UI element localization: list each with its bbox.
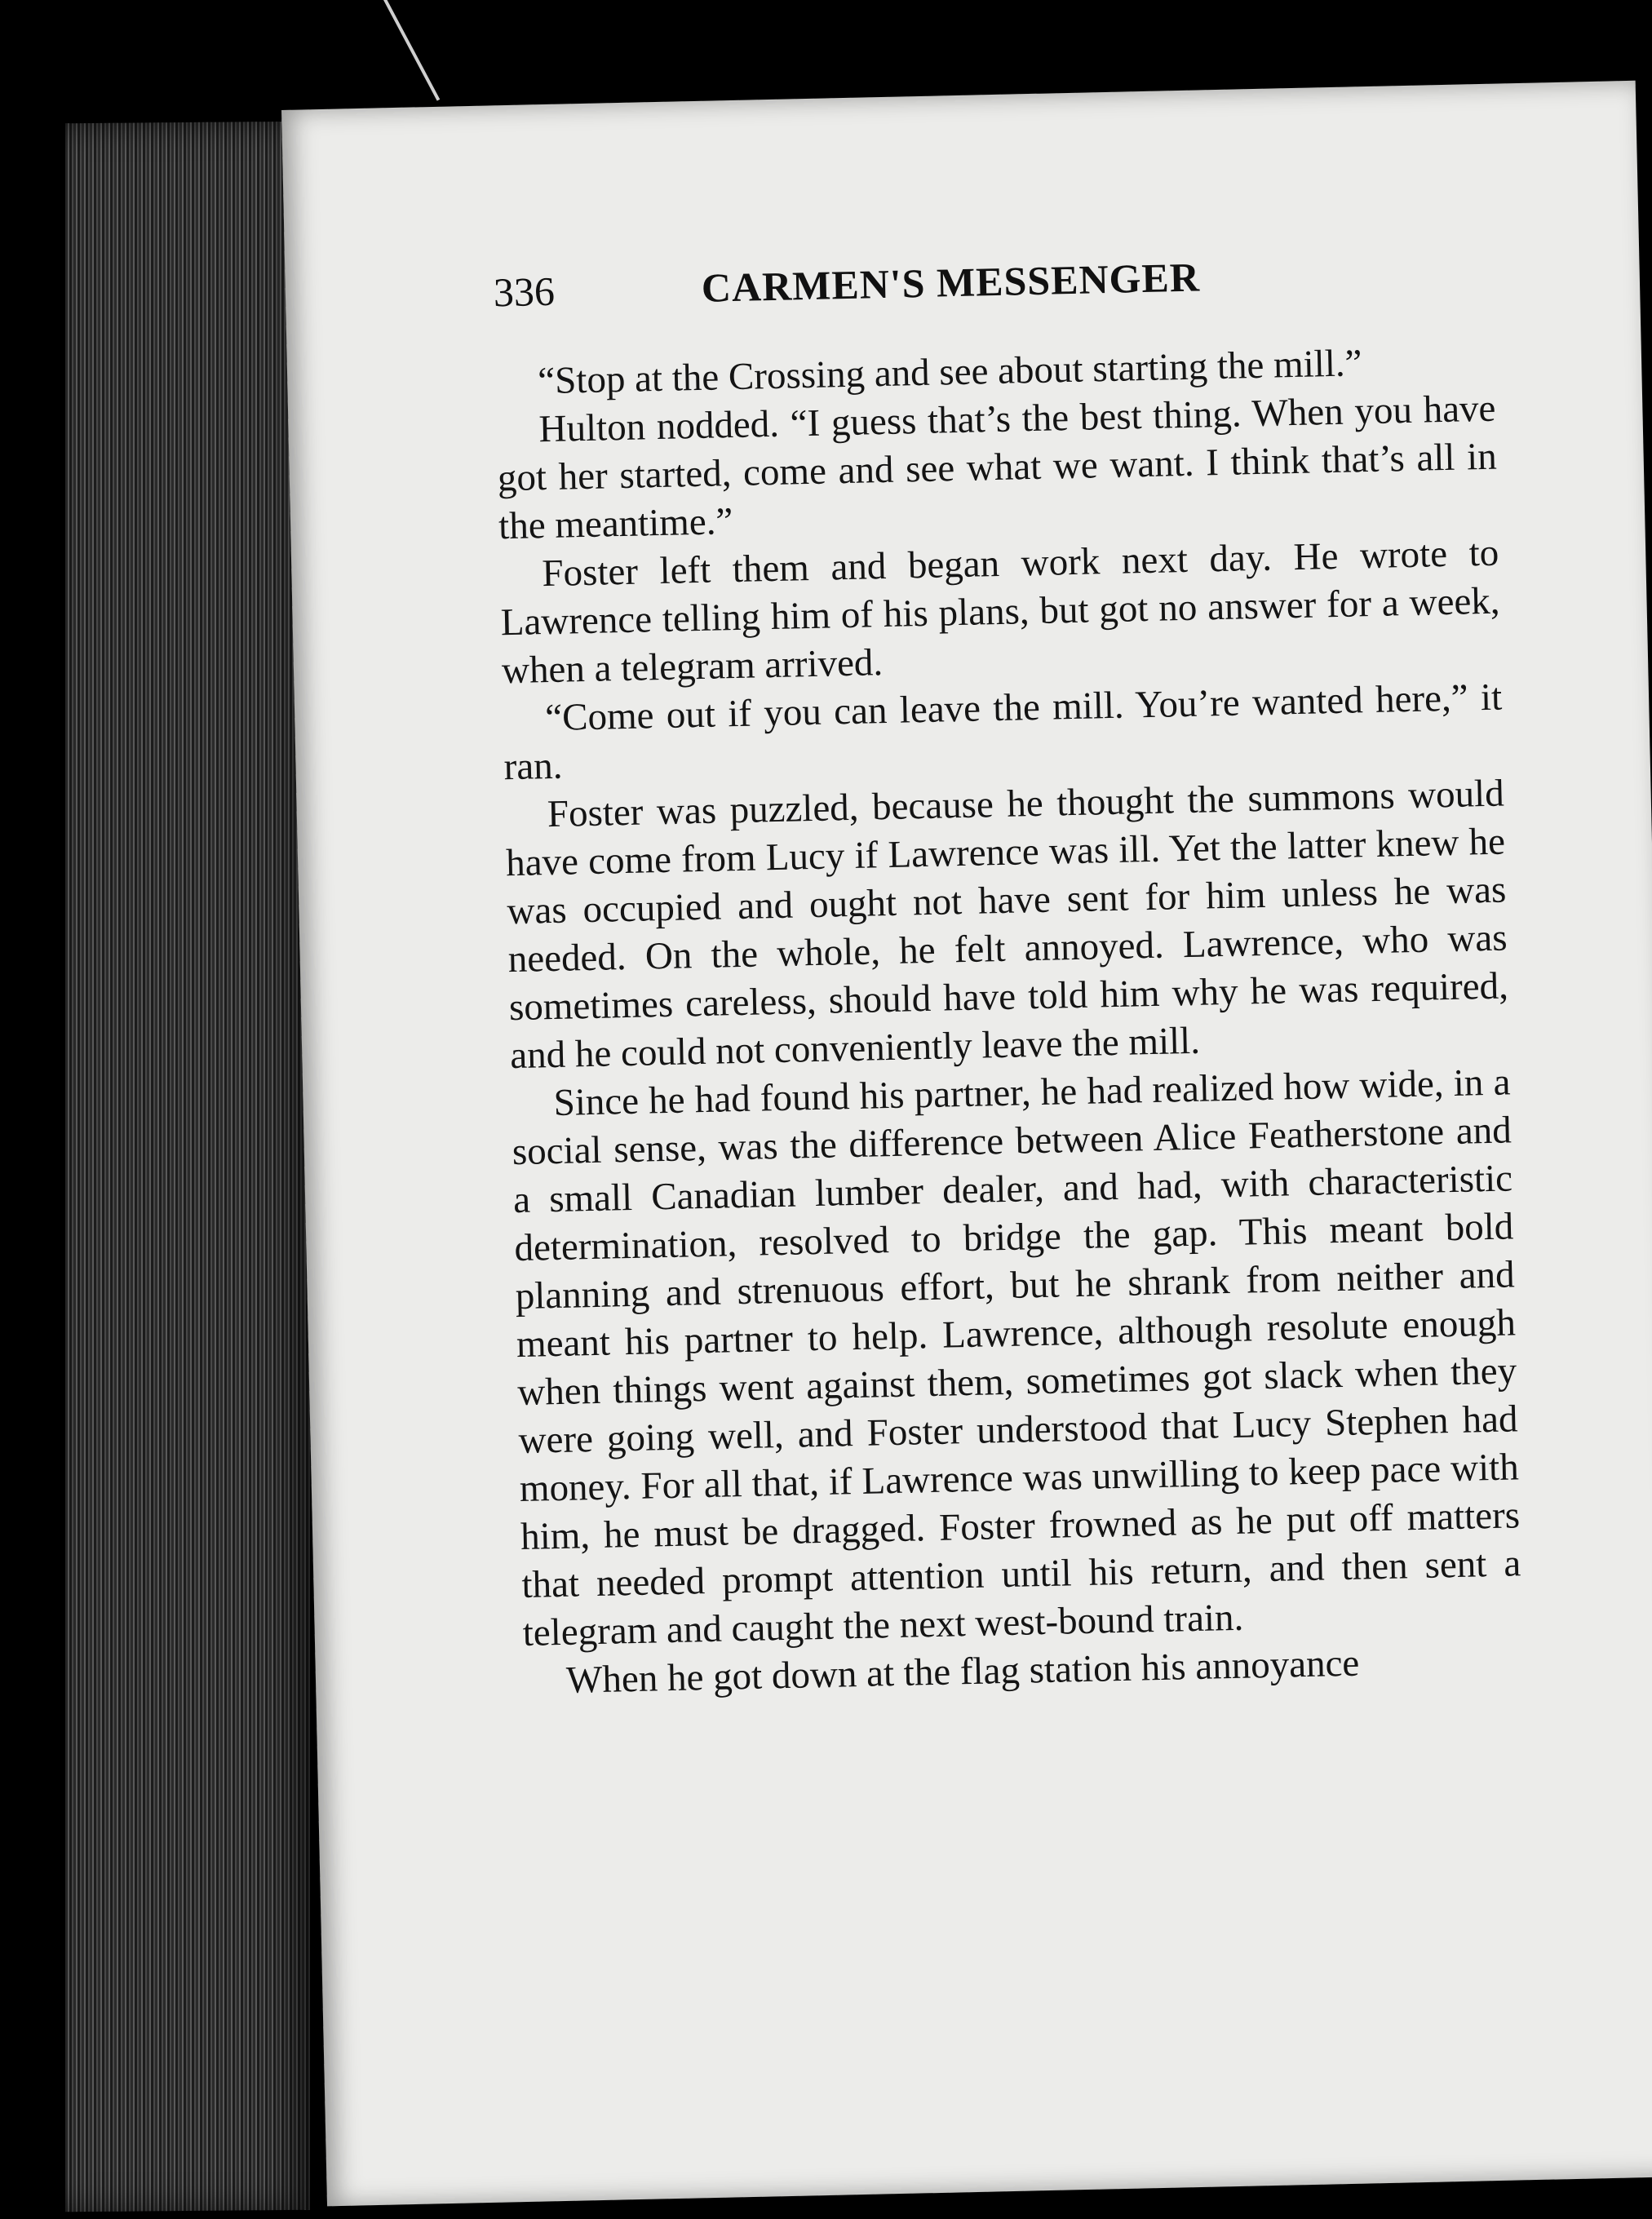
paragraph: “Come out if you can leave the mill. You’re wanted here,” it ran. [503,675,1503,789]
scanner-artifact [383,0,440,101]
page-number: 336 [493,268,556,316]
paragraph: Since he had found his partner, he had realized how wide, in a social sense, was the difference between Alice Featherstone and a small Canadian lumber dealer, and had, with characteristic determination, resolved to bridge the gap. This meant bold planning and strenuous effort, but he shrank from neither and meant his partner to help. Lawrence, although resolute enough when things went against them, sometimes got slack when they were going well, and Foster understood that Lucy Stephen had money. For all that, if Lawrence was unwilling to keep pace with him, he must be dragged. Foster frowned as he put off matters that needed prompt attention until his return, and then sent a telegram and caught the next west-bound train. [512,1061,1521,1654]
paragraph: “Stop at the Crossing and see about starting the mill.” [537,342,1362,403]
book-page-edges [65,122,310,2212]
paragraph: Foster was puzzled, because he thought the summons would have come from Lucy if Lawrence was ill. Yet the latter knew he was occupied and ought not have sent for him unless he was needed. On the whole, he felt annoyed. Lawrence, who was sometimes careless, should have told him why he was required, and he could not conveniently leave the mill. [505,772,1509,1078]
running-title: CARMEN'S MESSENGER [701,254,1201,311]
paragraph: When he got down at the flag station his annoyance [565,1641,1360,1702]
page-content [493,247,1523,1706]
book-page [281,81,1652,2207]
paragraph: Foster left them and began work next day. He wrote to Lawrence telling him of his plans, but got no answer for a week, when a telegram arrived. [500,531,1501,693]
paragraph: Hulton nodded. “I guess that’s the best thing. When you have got her started, come and see what we want. I think that’s all in the meantime.” [497,387,1498,548]
